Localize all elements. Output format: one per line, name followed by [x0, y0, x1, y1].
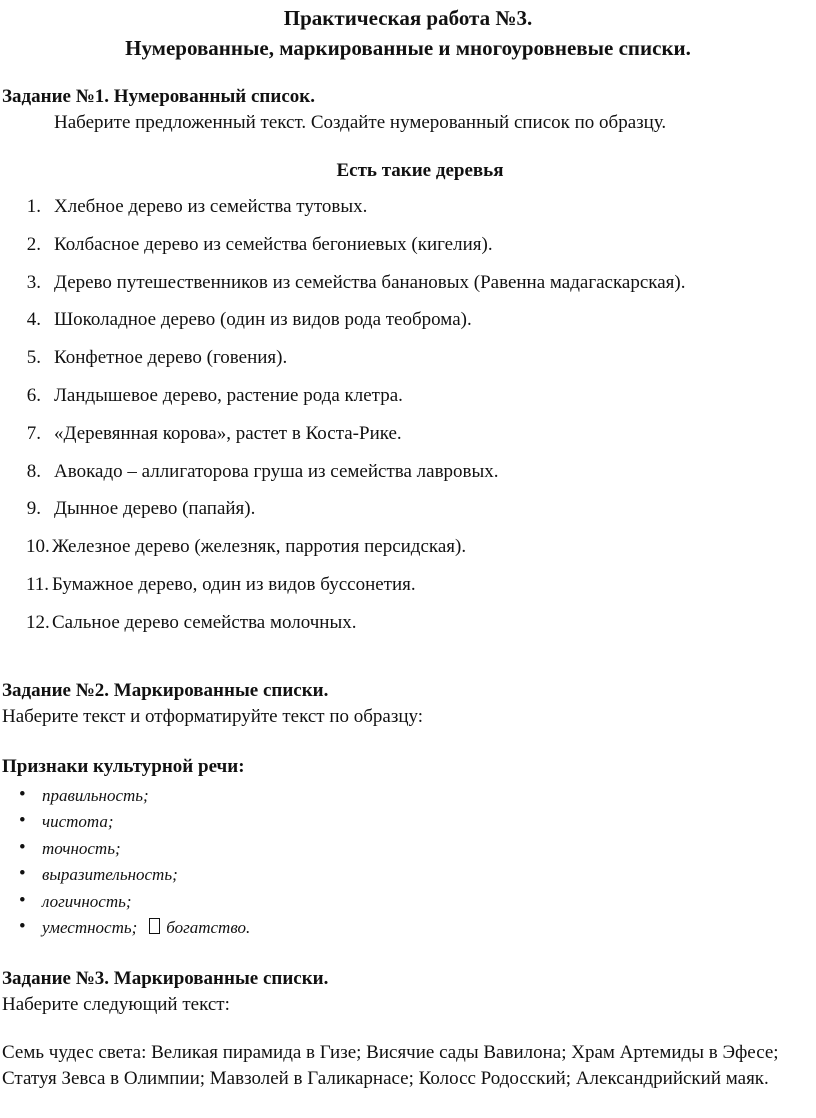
- item-text: Хлебное дерево из семейства тутовых.: [54, 196, 368, 217]
- item-number: 7.: [26, 422, 41, 444]
- item-text: Железное дерево (железняк, парротия персидская).: [52, 536, 467, 558]
- task1-instruction: Наберите предложенный текст. Создайте нумерованный список по образцу.: [54, 112, 667, 133]
- item-text: Бумажное дерево, один из видов буссонетия.: [52, 573, 416, 595]
- task2-heading: Задание №2. Маркированные списки.: [2, 680, 329, 701]
- item-text: [42, 918, 250, 938]
- item-number: 3.: [26, 271, 41, 293]
- item-text: Шоколадное дерево (один из видов рода теоброма).: [54, 309, 472, 331]
- missing-glyph-box-icon: [149, 918, 160, 934]
- task2-instruction: Наберите текст и отформатируйте текст по образцу:: [2, 706, 424, 727]
- item-text: логичность;: [42, 891, 132, 911]
- item-text: Авокадо – аллигаторова груша из семейства лавровых.: [54, 460, 499, 482]
- item-text: «Деревянная корова», растет в Коста-Рике.: [54, 422, 402, 444]
- item-text: выразительность;: [42, 865, 178, 885]
- page-title-line2: Нумерованные, маркированные и многоуровневые списки.: [125, 36, 691, 60]
- item-number: 6.: [26, 384, 41, 406]
- item-text: правильность;: [42, 786, 149, 805]
- item-number: 8.: [26, 460, 41, 482]
- item-text: Сальное дерево семейства молочных.: [52, 611, 357, 633]
- item-number: 2.: [26, 233, 41, 255]
- item-number: 9.: [26, 498, 41, 520]
- item-number: 5.: [26, 347, 41, 369]
- page-title-line1: Практическая работа №3.: [283, 6, 533, 30]
- task1-heading: Задание №1. Нумерованный список.: [2, 86, 315, 107]
- bullet-icon: •: [19, 915, 26, 937]
- item-text: Конфетное дерево (говения).: [54, 347, 288, 369]
- bullet-icon: •: [19, 810, 26, 832]
- item-number: 10.: [26, 536, 50, 558]
- item-text-main: уместность;: [42, 917, 138, 937]
- task3-heading: Задание №3. Маркированные списки.: [2, 968, 329, 989]
- item-number: 4.: [26, 309, 41, 331]
- item-text-trailing: богатство.: [166, 917, 251, 937]
- item-text: Колбасное дерево из семейства бегониевых (кигелия).: [54, 233, 493, 255]
- bullet-icon: •: [19, 889, 26, 911]
- bullet-icon: •: [19, 863, 26, 885]
- item-text: Ландышевое дерево, растение рода клетра.: [54, 384, 403, 406]
- item-text: чистота;: [42, 812, 114, 832]
- item-number: 1.: [26, 196, 41, 217]
- bullet-icon: •: [19, 784, 26, 805]
- item-text: точность;: [42, 838, 121, 858]
- item-text: Дерево путешественников из семейства банановых (Равенна мадагаскарская).: [54, 271, 686, 293]
- bullet-icon: •: [19, 836, 26, 858]
- item-number: 12.: [26, 611, 50, 633]
- task3-instruction: Наберите следующий текст:: [2, 994, 230, 1015]
- task1-list-title: Есть такие деревья: [336, 160, 504, 181]
- task2-list-title: Признаки культурной речи:: [2, 756, 245, 777]
- task3-paragraph: Семь чудес света: Великая пирамида в Гизе; Висячие сады Вавилона; Храм Артемиды в Эфесе; Статуя Зевса в Олимпии; Мавзолей в Галикарнасе; Колосс Родосский; Александрийский маяк.: [2, 1042, 779, 1089]
- item-text: Дынное дерево (папайя).: [54, 498, 256, 520]
- item-number: 11.: [26, 573, 50, 595]
